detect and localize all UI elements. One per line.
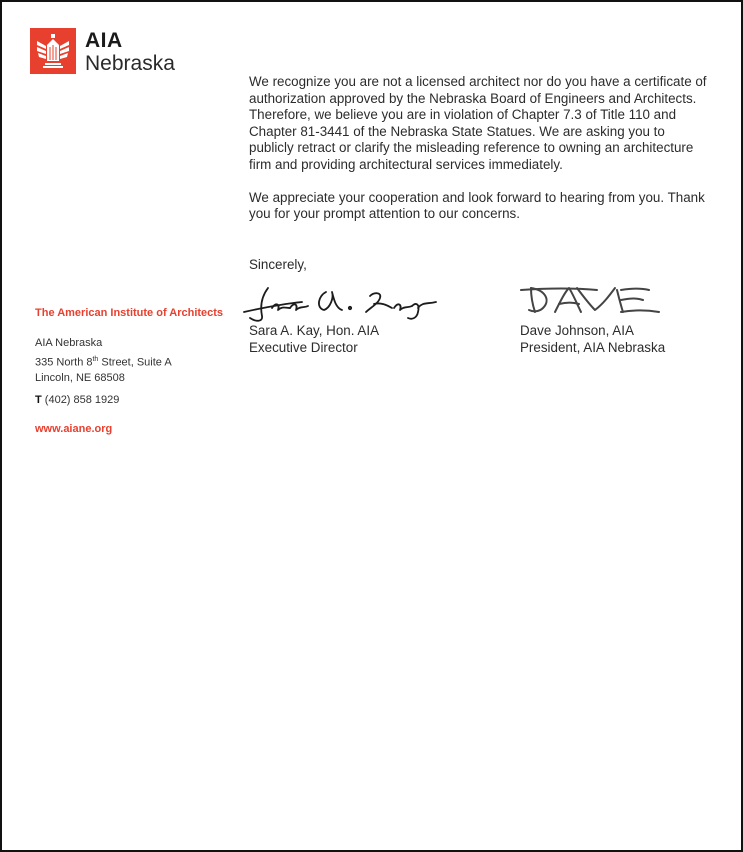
letter-paragraph: We recognize you are not a licensed architect nor do you have a certificate of authorization approved by the Nebraska Board of Engineers and Architects. Therefore, we believe you are in violation of Chapter 7.3 of Title 110 and Chapter 81-3441 of the Nebraska State Statues. We are asking you to publicly retract or clarify the misleading reference to owning an architecture firm and providing architectural services immediately. (249, 74, 707, 172)
signer-block (520, 322, 665, 356)
address-name: AIA Nebraska (35, 337, 103, 349)
letter-closing: Sincerely, (249, 257, 307, 272)
address-city: Lincoln, NE 68508 (35, 371, 125, 384)
logo-chapter-text: Nebraska (85, 52, 175, 75)
phone-label: T (35, 394, 42, 406)
letter-body (249, 74, 709, 239)
org-full-name: The American Institute of Architects (35, 307, 224, 319)
signature-dave-johnson (517, 280, 667, 325)
signer-title: President, AIA Nebraska (520, 340, 666, 355)
logo-org-text: AIA (85, 29, 123, 52)
website-link[interactable]: www.aiane.org (35, 423, 113, 435)
phone-number: T (402) 858 1929 (35, 394, 120, 406)
address-street: 335 North 8th Street, Suite A (35, 355, 172, 369)
signer-title: Executive Director (249, 340, 358, 355)
signer-name: Sara A. Kay, Hon. AIA (249, 323, 380, 338)
aia-nebraska-logo (30, 28, 175, 74)
letter-paragraph: We appreciate your cooperation and look forward to hearing from you. Thank you for your prompt attention to our concerns. (249, 189, 705, 221)
aia-eagle-icon (30, 28, 76, 74)
signer-name: Dave Johnson, AIA (520, 323, 634, 338)
signer-block (249, 322, 379, 356)
mailing-address (35, 336, 172, 386)
